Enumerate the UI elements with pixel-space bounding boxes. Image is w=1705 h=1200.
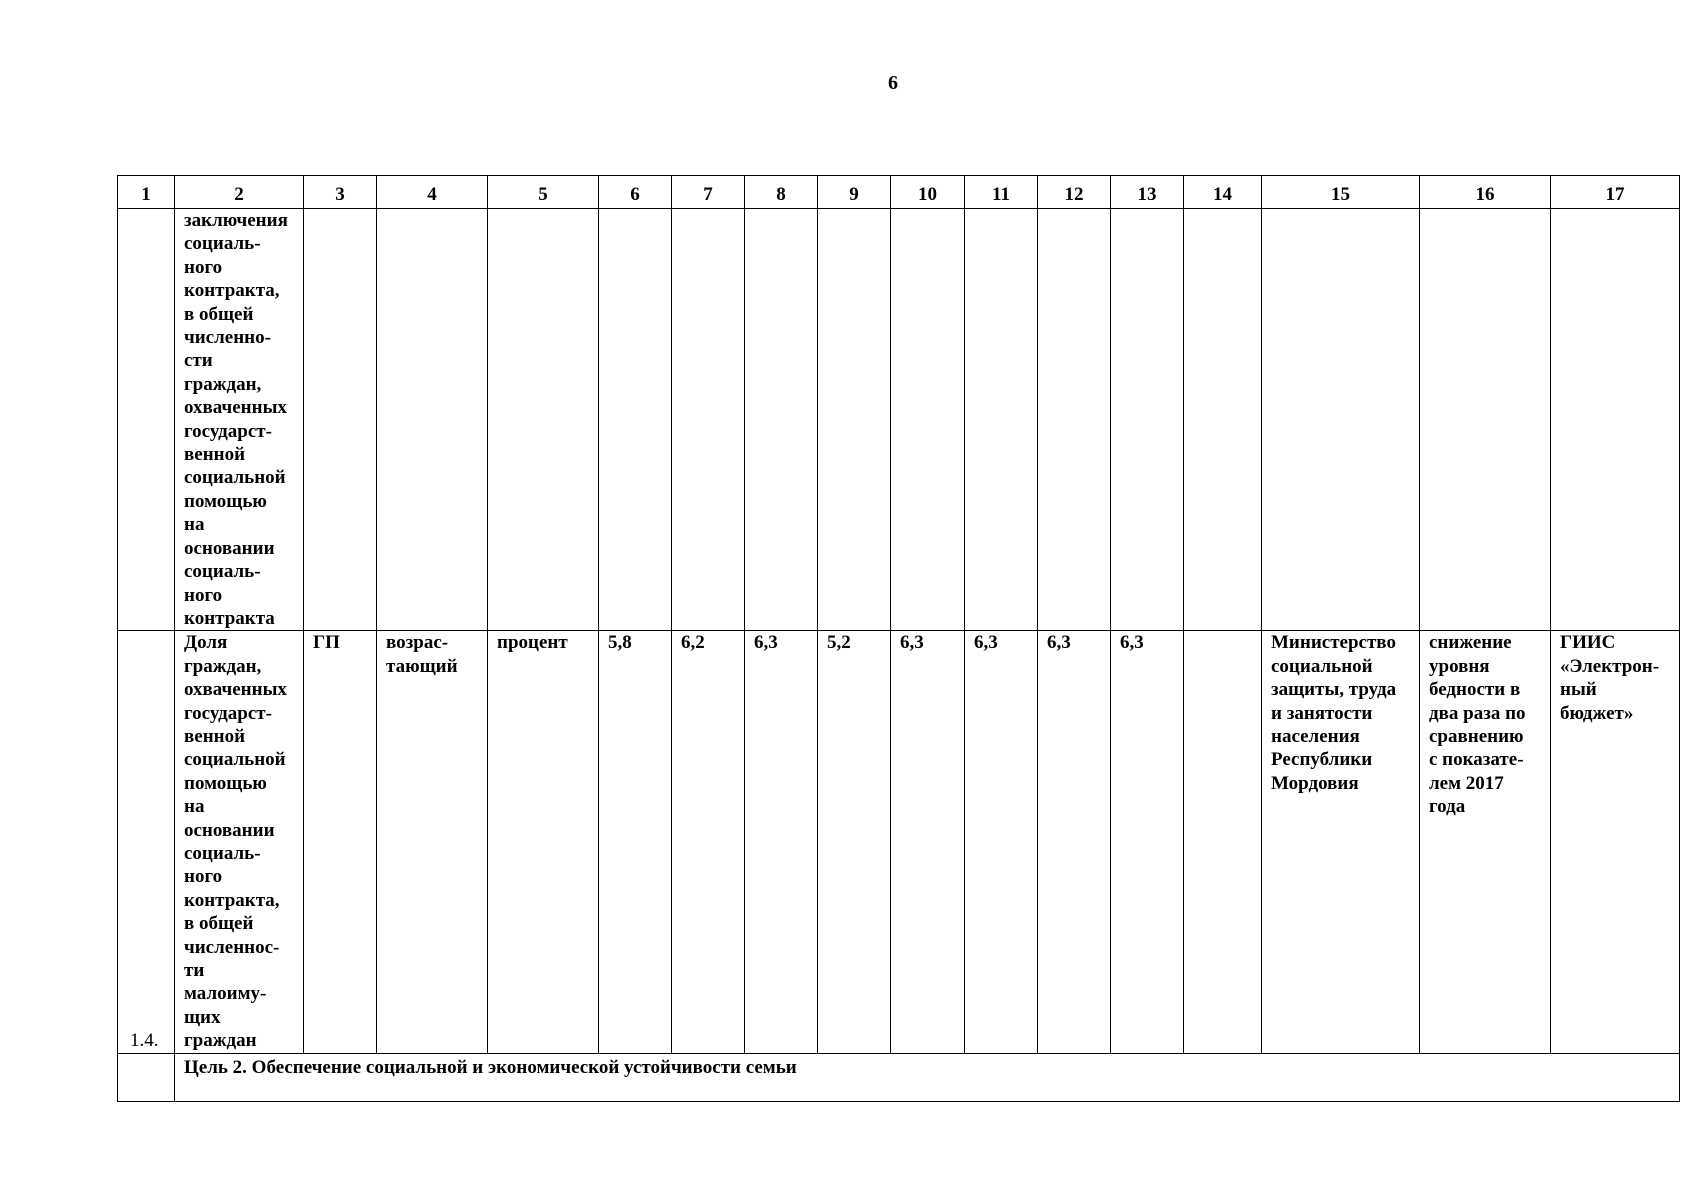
- empty-cell: [377, 209, 488, 631]
- value-cell: 6,2: [672, 631, 745, 1053]
- text-line: сти: [184, 350, 213, 372]
- text-line: снижение: [1429, 632, 1512, 654]
- text-line: тающий: [386, 655, 458, 677]
- text-line: охваченных: [184, 679, 287, 701]
- text-line: контракта: [184, 607, 275, 629]
- text-line: основании: [184, 537, 275, 559]
- text-line: Мордовия: [1271, 772, 1359, 794]
- text-line: численнос-: [184, 936, 280, 958]
- empty-cell: [672, 209, 745, 631]
- empty-cell: [965, 209, 1038, 631]
- header-cell: 9: [818, 176, 891, 209]
- empty-cell: [1184, 631, 1262, 1053]
- table-row-1-4: [118, 631, 1680, 1053]
- indicator-name: [175, 631, 304, 1053]
- text-line: социальной: [184, 467, 286, 489]
- text-line: лем 2017: [1429, 772, 1504, 794]
- header-cell: 15: [1262, 176, 1420, 209]
- indicator-name-continuation: [175, 209, 304, 631]
- indicators-table: [117, 175, 1680, 1102]
- text-line: в общей: [184, 913, 254, 935]
- text-line: заключения: [184, 210, 288, 231]
- text-line: Министерство: [1271, 632, 1396, 654]
- text-line: ный: [1560, 679, 1597, 701]
- text-line: граждан,: [184, 373, 262, 395]
- text-line: и занятости: [1271, 702, 1373, 724]
- text-line: «Электрон-: [1560, 655, 1660, 677]
- program-cell: ГП: [304, 631, 377, 1053]
- empty-cell: [488, 209, 599, 631]
- text-line: на: [184, 514, 205, 536]
- goal-heading: Цель 2. Обеспечение социальной и экономической устойчивости семьи: [175, 1053, 1680, 1101]
- text-line: помощью: [184, 490, 267, 512]
- header-cell: 14: [1184, 176, 1262, 209]
- header-cell: 13: [1111, 176, 1184, 209]
- continuation-row: [118, 209, 1680, 631]
- text-line: Республики: [1271, 749, 1373, 771]
- header-cell: 3: [304, 176, 377, 209]
- empty-cell: [118, 1053, 175, 1101]
- empty-cell: [118, 209, 175, 631]
- text-line: помощью: [184, 772, 267, 794]
- text-line: контракта,: [184, 280, 280, 302]
- value-cell: 6,3: [745, 631, 818, 1053]
- text-line: основании: [184, 819, 275, 841]
- empty-cell: [304, 209, 377, 631]
- header-cell: 11: [965, 176, 1038, 209]
- text-line: с показате-: [1429, 749, 1524, 771]
- text-line: ного: [184, 866, 223, 888]
- header-row: [118, 176, 1680, 209]
- empty-cell: [1262, 209, 1420, 631]
- header-cell: 10: [891, 176, 965, 209]
- text-line: населения: [1271, 725, 1360, 747]
- text-line: ГИИС: [1560, 632, 1616, 654]
- responsible-cell: [1262, 631, 1420, 1053]
- text-line: ного: [184, 584, 223, 606]
- text-line: охваченных: [184, 397, 287, 419]
- value-cell: 5,2: [818, 631, 891, 1053]
- text-line: государст-: [184, 420, 272, 442]
- page-number: 6: [888, 72, 898, 94]
- empty-cell: [891, 209, 965, 631]
- empty-cell: [1111, 209, 1184, 631]
- header-cell: 5: [488, 176, 599, 209]
- text-line: ного: [184, 256, 223, 278]
- text-line: социаль-: [184, 561, 261, 583]
- text-line: граждан,: [184, 655, 262, 677]
- goal-row: [118, 1053, 1680, 1101]
- value-cell: 6,3: [891, 631, 965, 1053]
- text-line: бедности в: [1429, 679, 1521, 701]
- empty-cell: [1551, 209, 1680, 631]
- source-cell: [1551, 631, 1680, 1053]
- header-cell: 4: [377, 176, 488, 209]
- text-line: социальной: [1271, 655, 1373, 677]
- header-cell: 12: [1038, 176, 1111, 209]
- value-cell: 6,3: [965, 631, 1038, 1053]
- text-line: бюджет»: [1560, 702, 1634, 724]
- row-number: 1.4.: [118, 631, 175, 1053]
- header-cell: 1: [118, 176, 175, 209]
- value-cell: 6,3: [1038, 631, 1111, 1053]
- text-line: возрас-: [386, 632, 449, 654]
- text-line: на: [184, 796, 205, 818]
- text-line: два раза по: [1429, 702, 1526, 724]
- text-line: в общей: [184, 303, 254, 325]
- empty-cell: [818, 209, 891, 631]
- text-line: сравнению: [1429, 725, 1524, 747]
- trend-cell: [377, 631, 488, 1053]
- text-line: социальной: [184, 749, 286, 771]
- text-line: уровня: [1429, 655, 1490, 677]
- text-line: венной: [184, 444, 246, 466]
- empty-cell: [1038, 209, 1111, 631]
- text-line: защиты, труда: [1271, 679, 1397, 701]
- empty-cell: [599, 209, 672, 631]
- value-cell: 6,3: [1111, 631, 1184, 1053]
- text-line: государст-: [184, 702, 272, 724]
- empty-cell: [745, 209, 818, 631]
- text-line: щих: [184, 1006, 221, 1028]
- text-line: социаль-: [184, 233, 261, 255]
- text-line: ти: [184, 960, 205, 981]
- header-cell: 7: [672, 176, 745, 209]
- empty-cell: [1420, 209, 1551, 631]
- text-line: контракта,: [184, 889, 280, 911]
- text-line: малоиму-: [184, 983, 267, 1005]
- result-cell: [1420, 631, 1551, 1053]
- header-cell: 16: [1420, 176, 1551, 209]
- header-cell: 6: [599, 176, 672, 209]
- empty-cell: [1184, 209, 1262, 631]
- text-line: граждан: [184, 1030, 257, 1052]
- text-line: Доля: [184, 632, 228, 654]
- header-cell: 17: [1551, 176, 1680, 209]
- text-line: социаль-: [184, 842, 261, 864]
- text-line: года: [1429, 796, 1466, 818]
- unit-cell: процент: [488, 631, 599, 1053]
- text-line: венной: [184, 725, 246, 747]
- header-cell: 8: [745, 176, 818, 209]
- value-cell: 5,8: [599, 631, 672, 1053]
- header-cell: 2: [175, 176, 304, 209]
- text-line: численно-: [184, 327, 271, 349]
